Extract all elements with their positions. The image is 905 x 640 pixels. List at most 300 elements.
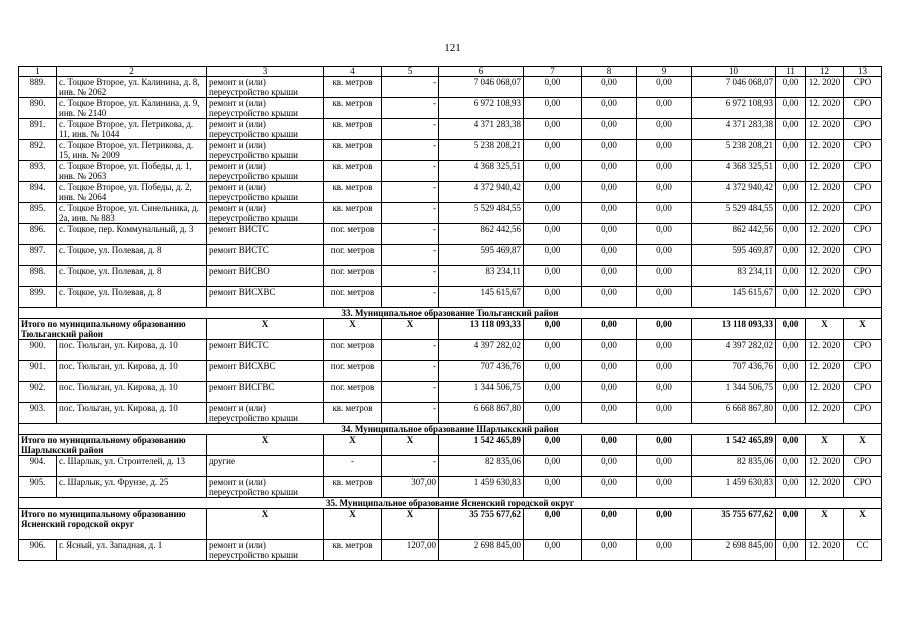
table-cell: с. Тоцкое, ул. Полевая, д. 8 (57, 287, 207, 308)
table-cell: 1 542 465,89 (439, 435, 524, 456)
table-cell: с. Шарлык, ул. Фрунзе, д. 25 (57, 477, 207, 498)
column-header: 4 (324, 67, 382, 77)
table-cell: X (844, 319, 882, 340)
table-cell: 12. 2020 (806, 77, 844, 98)
table-cell: СРО (844, 140, 882, 161)
table-cell: 595 469,87 (692, 245, 776, 266)
table-cell: другие (207, 456, 324, 477)
table-cell: СРО (844, 203, 882, 224)
table-cell: 145 615,67 (692, 287, 776, 308)
table-cell: - (382, 403, 439, 424)
table-cell: 0,00 (637, 435, 692, 456)
table-cell: X (207, 319, 324, 340)
column-header: 11 (776, 67, 806, 77)
table-cell: 0,00 (776, 456, 806, 477)
table-cell: 707 436,76 (439, 361, 524, 382)
table-cell: 891. (19, 119, 57, 140)
table-cell: ремонт ВИСВО (207, 266, 324, 287)
table-cell: 12. 2020 (806, 140, 844, 161)
table-cell: кв. метров (324, 140, 382, 161)
table-cell: 6 972 108,93 (439, 98, 524, 119)
table-cell: кв. метров (324, 203, 382, 224)
table-cell: 0,00 (524, 266, 582, 287)
table-cell: СРО (844, 382, 882, 403)
table-cell: 6 668 867,80 (692, 403, 776, 424)
table-cell: 145 615,67 (439, 287, 524, 308)
table-cell: 0,00 (776, 77, 806, 98)
table-cell: 0,00 (524, 119, 582, 140)
table-cell: 0,00 (776, 266, 806, 287)
table-cell: 0,00 (637, 245, 692, 266)
table-cell: 0,00 (582, 540, 637, 561)
table-row (19, 245, 882, 266)
table-cell: 895. (19, 203, 57, 224)
table-cell: 0,00 (776, 540, 806, 561)
section-title: 35. Муниципальное образование Ясненский городской округ (19, 498, 882, 509)
table-cell: 0,00 (776, 203, 806, 224)
table-row (19, 77, 882, 98)
table-cell: X (207, 509, 324, 540)
table-cell: ремонт и (или) переустройство крыши (207, 477, 324, 498)
column-header: 1 (19, 67, 57, 77)
table-cell: СРО (844, 77, 882, 98)
table-cell: 0,00 (637, 266, 692, 287)
page-number: 121 (444, 42, 461, 54)
table-cell: с. Тоцкое, пер. Коммунальный, д. 3 (57, 224, 207, 245)
table-cell: 0,00 (776, 435, 806, 456)
table-cell: ремонт и (или) переустройство крыши (207, 140, 324, 161)
table-cell: 0,00 (776, 98, 806, 119)
table-cell: - (382, 361, 439, 382)
table-cell: 12. 2020 (806, 203, 844, 224)
section-title: 33. Муниципальное образование Тюльганский район (19, 308, 882, 319)
section-header (19, 424, 882, 435)
table-cell: с. Тоцкое, ул. Полевая, д. 8 (57, 245, 207, 266)
table-cell: кв. метров (324, 119, 382, 140)
table-cell: с. Тоцкое Второе, ул. Петрикова, д. 11, инв. № 1044 (57, 119, 207, 140)
table-cell: 595 469,87 (439, 245, 524, 266)
table-cell: СС (844, 540, 882, 561)
section-header (19, 498, 882, 509)
table-cell: 12. 2020 (806, 245, 844, 266)
table-cell: кв. метров (324, 403, 382, 424)
table-cell: 0,00 (637, 509, 692, 540)
table-cell: 12. 2020 (806, 287, 844, 308)
table-cell: 1 344 506,75 (692, 382, 776, 403)
table-cell: 0,00 (637, 540, 692, 561)
table-cell: 0,00 (776, 224, 806, 245)
table-cell: 12. 2020 (806, 340, 844, 361)
table-row (19, 540, 882, 561)
table-cell: 0,00 (637, 182, 692, 203)
table-cell: пос. Тюльган, ул. Кирова, д. 10 (57, 340, 207, 361)
table-cell: 0,00 (637, 161, 692, 182)
table-cell: 0,00 (582, 435, 637, 456)
table-cell: 890. (19, 98, 57, 119)
column-header: 5 (382, 67, 439, 77)
table-cell: 896. (19, 224, 57, 245)
table-cell: 893. (19, 161, 57, 182)
table-cell: 0,00 (776, 161, 806, 182)
table-cell: СРО (844, 98, 882, 119)
table-cell: 0,00 (582, 266, 637, 287)
table-row (19, 98, 882, 119)
table-cell: 0,00 (582, 182, 637, 203)
table-cell: 0,00 (582, 245, 637, 266)
table-cell: СРО (844, 119, 882, 140)
table-cell: СРО (844, 361, 882, 382)
table-cell: 12. 2020 (806, 224, 844, 245)
table-cell: X (324, 509, 382, 540)
table-cell: 12. 2020 (806, 361, 844, 382)
table-row (19, 287, 882, 308)
table-cell: 4 397 282,02 (439, 340, 524, 361)
table-cell: 12. 2020 (806, 540, 844, 561)
table-cell: 0,00 (582, 140, 637, 161)
table-cell: 4 371 283,38 (692, 119, 776, 140)
table-cell: 0,00 (524, 382, 582, 403)
table-cell: - (382, 456, 439, 477)
table-cell: 0,00 (776, 182, 806, 203)
table-cell: 0,00 (524, 140, 582, 161)
table-cell: ремонт ВИСХВС (207, 361, 324, 382)
table-cell: 0,00 (582, 361, 637, 382)
table-row (19, 403, 882, 424)
table-cell: 0,00 (582, 403, 637, 424)
table-cell: 0,00 (524, 245, 582, 266)
table-cell: 1 459 630,83 (692, 477, 776, 498)
table-row (19, 203, 882, 224)
table-cell: с. Тоцкое Второе, ул. Калинина, д. 8, инв. № 2062 (57, 77, 207, 98)
table-cell: 0,00 (524, 224, 582, 245)
table-cell: 0,00 (582, 287, 637, 308)
table-cell: 903. (19, 403, 57, 424)
table-cell: кв. метров (324, 77, 382, 98)
table-cell: 0,00 (524, 361, 582, 382)
table-cell: - (382, 119, 439, 140)
table-body (19, 67, 882, 561)
table-cell: - (382, 287, 439, 308)
table-cell: 0,00 (637, 119, 692, 140)
table-cell: 0,00 (637, 98, 692, 119)
table-cell: - (382, 140, 439, 161)
table-cell: ремонт и (или) переустройство крыши (207, 403, 324, 424)
table-cell: ремонт ВИСТС (207, 245, 324, 266)
table-cell: 12. 2020 (806, 456, 844, 477)
table-cell: СРО (844, 287, 882, 308)
table-cell: 0,00 (582, 77, 637, 98)
table-cell: ремонт и (или) переустройство крыши (207, 77, 324, 98)
column-header: 10 (692, 67, 776, 77)
table-cell: 1 459 630,83 (439, 477, 524, 498)
total-label: Итого по муниципальному образованию Шарлыкский район (19, 435, 207, 456)
table-cell: СРО (844, 456, 882, 477)
table-cell: 0,00 (524, 319, 582, 340)
total-row (19, 319, 882, 340)
table-cell: СРО (844, 340, 882, 361)
column-header: 9 (637, 67, 692, 77)
table-cell: 0,00 (582, 224, 637, 245)
table-cell: 0,00 (637, 403, 692, 424)
table-cell: ремонт и (или) переустройство крыши (207, 540, 324, 561)
table-cell: 0,00 (524, 340, 582, 361)
table-cell: 0,00 (637, 456, 692, 477)
table-cell: ремонт и (или) переустройство крыши (207, 98, 324, 119)
table-cell: 901. (19, 361, 57, 382)
table-cell: X (207, 435, 324, 456)
table-cell: 307,00 (382, 477, 439, 498)
table-cell: 900. (19, 340, 57, 361)
column-header: 13 (844, 67, 882, 77)
table-cell: 0,00 (524, 540, 582, 561)
section-title: 34. Муниципальное образование Шарлыкский район (19, 424, 882, 435)
table-cell: 1 344 506,75 (439, 382, 524, 403)
table-row (19, 224, 882, 245)
table-cell: 0,00 (637, 140, 692, 161)
table-cell: 4 368 325,51 (692, 161, 776, 182)
table-cell: 0,00 (582, 119, 637, 140)
table-cell: 0,00 (524, 403, 582, 424)
table-cell: - (382, 98, 439, 119)
table-cell: X (844, 509, 882, 540)
table-cell: 0,00 (637, 361, 692, 382)
table-row (19, 340, 882, 361)
table-cell: кв. метров (324, 98, 382, 119)
table-cell: 0,00 (524, 161, 582, 182)
table-cell: 35 755 677,62 (439, 509, 524, 540)
table-cell: с. Тоцкое Второе, ул. Победы, д. 2, инв. № 2064 (57, 182, 207, 203)
table-row (19, 140, 882, 161)
table-cell: 0,00 (776, 382, 806, 403)
table-cell: ремонт ВИСГВС (207, 382, 324, 403)
table-cell: 0,00 (776, 477, 806, 498)
table-cell: 12. 2020 (806, 98, 844, 119)
table-cell: 0,00 (524, 203, 582, 224)
column-header: 7 (524, 67, 582, 77)
section-header (19, 308, 882, 319)
table-cell: 4 397 282,02 (692, 340, 776, 361)
table-row (19, 361, 882, 382)
table-cell: 4 371 283,38 (439, 119, 524, 140)
table-cell: 13 118 093,33 (439, 319, 524, 340)
table-cell: 0,00 (637, 77, 692, 98)
table-cell: 0,00 (776, 361, 806, 382)
total-label: Итого по муниципальному образованию Тюльганский район (19, 319, 207, 340)
table-cell: X (324, 435, 382, 456)
table-cell: 0,00 (582, 509, 637, 540)
total-row (19, 435, 882, 456)
table-cell: - (382, 340, 439, 361)
table-cell: 0,00 (637, 340, 692, 361)
table-cell: 83 234,11 (692, 266, 776, 287)
table-cell: ремонт ВИСХВС (207, 287, 324, 308)
table-cell: 897. (19, 245, 57, 266)
table-cell: кв. метров (324, 161, 382, 182)
table-cell: 13 118 093,33 (692, 319, 776, 340)
table-cell: 82 835,06 (439, 456, 524, 477)
table-cell: пос. Тюльган, ул. Кирова, д. 10 (57, 382, 207, 403)
works-table (18, 66, 882, 561)
table-cell: 4 372 940,42 (439, 182, 524, 203)
table-cell: 0,00 (637, 319, 692, 340)
table-cell: 0,00 (637, 287, 692, 308)
table-cell: 898. (19, 266, 57, 287)
table-cell: 894. (19, 182, 57, 203)
table-cell: СРО (844, 224, 882, 245)
table-row (19, 382, 882, 403)
table-cell: 0,00 (582, 340, 637, 361)
table-cell: 904. (19, 456, 57, 477)
table-cell: 4 372 940,42 (692, 182, 776, 203)
table-cell: ремонт и (или) переустройство крыши (207, 161, 324, 182)
table-cell: ремонт ВИСТС (207, 224, 324, 245)
table-cell: X (844, 435, 882, 456)
table-cell: 0,00 (637, 477, 692, 498)
table-cell: пос. Тюльган, ул. Кирова, д. 10 (57, 361, 207, 382)
table-cell: 0,00 (524, 435, 582, 456)
table-cell: 0,00 (776, 119, 806, 140)
table-cell: 2 698 845,00 (439, 540, 524, 561)
table-cell: 5 238 208,21 (692, 140, 776, 161)
table-cell: с. Тоцкое Второе, ул. Петрикова, д. 15, инв. № 2009 (57, 140, 207, 161)
table-cell: 12. 2020 (806, 161, 844, 182)
table-cell: 0,00 (776, 403, 806, 424)
table-cell: 906. (19, 540, 57, 561)
table-cell: ремонт и (или) переустройство крыши (207, 182, 324, 203)
table-cell: с. Тоцкое, ул. Полевая, д. 8 (57, 266, 207, 287)
table-cell: 5 238 208,21 (439, 140, 524, 161)
table-cell: - (382, 382, 439, 403)
table-cell: - (324, 456, 382, 477)
table-cell: - (382, 161, 439, 182)
table-cell: с. Тоцкое Второе, ул. Победы, д. 1, инв. № 2063 (57, 161, 207, 182)
table-cell: 0,00 (524, 477, 582, 498)
table-cell: X (382, 509, 439, 540)
column-header: 8 (582, 67, 637, 77)
table-cell: СРО (844, 182, 882, 203)
table-row (19, 266, 882, 287)
table-cell: СРО (844, 477, 882, 498)
table-cell: пос. Тюльган, ул. Кирова, д. 10 (57, 403, 207, 424)
table-cell: 0,00 (776, 140, 806, 161)
table-cell: X (382, 435, 439, 456)
table-cell: 892. (19, 140, 57, 161)
table-cell: 5 529 484,55 (692, 203, 776, 224)
table-cell: X (382, 319, 439, 340)
table-cell: с. Тоцкое Второе, ул. Калинина, д. 9, инв. № 2140 (57, 98, 207, 119)
table-cell: пог. метров (324, 287, 382, 308)
table-cell: X (806, 435, 844, 456)
table-cell: 0,00 (524, 509, 582, 540)
table-cell: - (382, 266, 439, 287)
table-cell: 0,00 (637, 203, 692, 224)
table-cell: - (382, 245, 439, 266)
table-cell: 0,00 (524, 182, 582, 203)
table-cell: пог. метров (324, 340, 382, 361)
table-cell: 707 436,76 (692, 361, 776, 382)
table-cell: 83 234,11 (439, 266, 524, 287)
table-cell: 0,00 (524, 98, 582, 119)
table-cell: 889. (19, 77, 57, 98)
table-row (19, 119, 882, 140)
table-cell: с. Тоцкое Второе, ул. Синельника, д. 2а, инв. № 883 (57, 203, 207, 224)
table-cell: 35 755 677,62 (692, 509, 776, 540)
table-cell: 12. 2020 (806, 266, 844, 287)
column-header: 2 (57, 67, 207, 77)
total-label: Итого по муниципальному образованию Ясненский городской округ (19, 509, 207, 540)
table-cell: 7 046 068,07 (439, 77, 524, 98)
column-header: 12 (806, 67, 844, 77)
table-cell: ремонт и (или) переустройство крыши (207, 119, 324, 140)
table-cell: - (382, 182, 439, 203)
table-cell: 0,00 (776, 340, 806, 361)
table-cell: СРО (844, 266, 882, 287)
table-cell: 905. (19, 477, 57, 498)
table-cell: 12. 2020 (806, 382, 844, 403)
table-row (19, 182, 882, 203)
table-cell: 0,00 (582, 161, 637, 182)
table-cell: - (382, 224, 439, 245)
table-cell: ремонт ВИСТС (207, 340, 324, 361)
table-cell: 0,00 (524, 77, 582, 98)
table-cell: пог. метров (324, 361, 382, 382)
table-cell: 0,00 (637, 224, 692, 245)
table-cell: 0,00 (582, 98, 637, 119)
table-cell: 7 046 068,07 (692, 77, 776, 98)
table-cell: 0,00 (776, 319, 806, 340)
table-cell: 899. (19, 287, 57, 308)
table-cell: 0,00 (524, 456, 582, 477)
table-row (19, 477, 882, 498)
table-cell: 0,00 (776, 245, 806, 266)
table-cell: кв. метров (324, 182, 382, 203)
table-cell: 2 698 845,00 (692, 540, 776, 561)
table-cell: 6 668 867,80 (439, 403, 524, 424)
table-cell: кв. метров (324, 477, 382, 498)
table-cell: 0,00 (582, 203, 637, 224)
table-cell: 82 835,06 (692, 456, 776, 477)
table-cell: - (382, 77, 439, 98)
table-cell: СРО (844, 403, 882, 424)
table-cell: кв. метров (324, 540, 382, 561)
table-cell: 0,00 (582, 456, 637, 477)
table-cell: 862 442,56 (439, 224, 524, 245)
table-cell: пог. метров (324, 382, 382, 403)
table-cell: 1207,00 (382, 540, 439, 561)
table-cell: пог. метров (324, 224, 382, 245)
table-cell: 12. 2020 (806, 182, 844, 203)
column-number-header (19, 67, 882, 77)
table-cell: с. Шарлык, ул. Строителей, д. 13 (57, 456, 207, 477)
table-cell: 862 442,56 (692, 224, 776, 245)
table-cell: пог. метров (324, 245, 382, 266)
table-cell: 0,00 (776, 287, 806, 308)
table-cell: 12. 2020 (806, 403, 844, 424)
table-row (19, 161, 882, 182)
table-cell: 0,00 (637, 382, 692, 403)
table-cell: пог. метров (324, 266, 382, 287)
table-cell: 1 542 465,89 (692, 435, 776, 456)
table-cell: 12. 2020 (806, 477, 844, 498)
table-cell: СРО (844, 161, 882, 182)
table-cell: 0,00 (524, 287, 582, 308)
table-cell: 0,00 (776, 509, 806, 540)
table-cell: 6 972 108,93 (692, 98, 776, 119)
table-cell: 12. 2020 (806, 119, 844, 140)
table-cell: 902. (19, 382, 57, 403)
table-cell: X (806, 319, 844, 340)
table-cell: 0,00 (582, 477, 637, 498)
